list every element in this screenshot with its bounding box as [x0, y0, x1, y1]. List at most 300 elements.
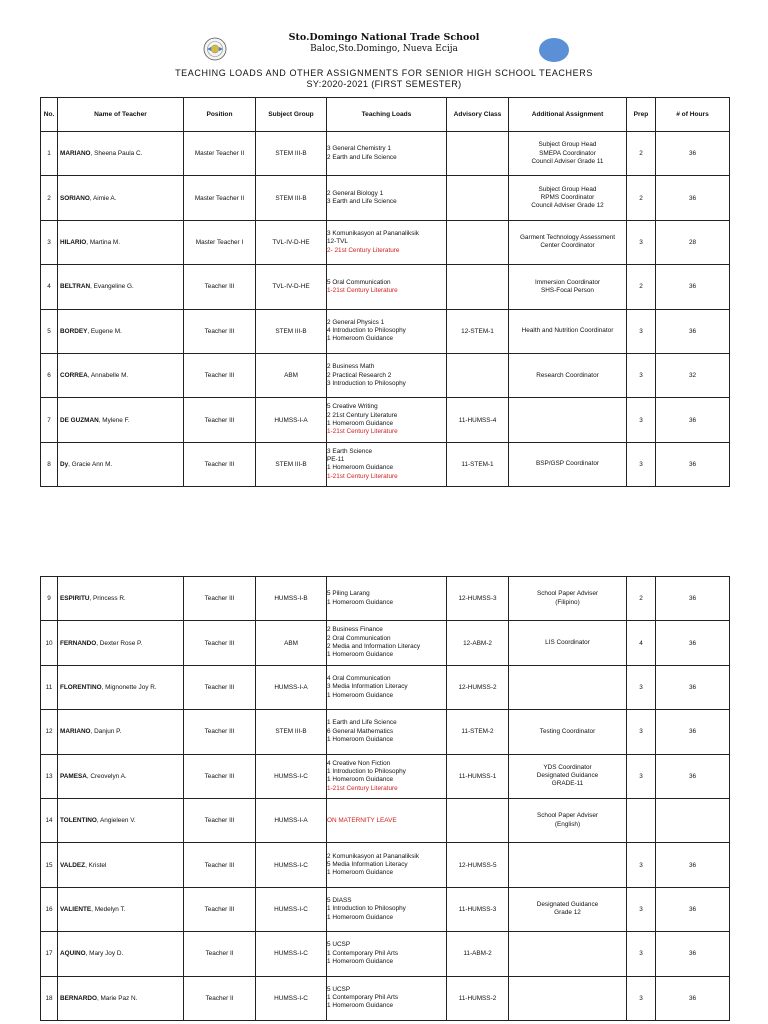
assignment-line: YDS Coordinator [543, 763, 592, 771]
teacher-first-name: , Mylene F. [98, 416, 130, 424]
assignment-line: SHS-Focal Person [541, 286, 594, 294]
cell-teaching-loads [327, 220, 447, 264]
assignment-line: SMEPA Coordinator [539, 149, 596, 157]
cell-hours: 36 [656, 665, 730, 709]
cell-teacher-name [58, 798, 184, 842]
teaching-load-line: 2 Business Finance [327, 626, 383, 634]
document-title: TEACHING LOADS AND OTHER ASSIGNMENTS FOR SENIOR HIGH SCHOOL TEACHERS [175, 68, 593, 78]
cell-prep: 2 [627, 132, 656, 176]
teaching-load-line: 2 Practical Research 2 [327, 371, 392, 379]
cell-prep: 3 [627, 309, 656, 353]
cell-teacher-name [58, 265, 184, 309]
teaching-load-line: 2 Oral Communication [327, 634, 391, 642]
teaching-load-line: 3 Earth Science [327, 447, 373, 455]
cell-no: 4 [41, 265, 58, 309]
cell-teacher-name [58, 442, 184, 486]
cell-teacher-name [58, 843, 184, 887]
cell-position: Teacher III [184, 798, 256, 842]
teaching-load-line: 5 DIASS [327, 896, 352, 904]
table-row [41, 265, 730, 309]
teacher-first-name: , Aimie A. [89, 194, 117, 202]
cell-advisory-class: 12-STEM-1 [447, 309, 509, 353]
cell-teaching-loads [327, 398, 447, 442]
cell-additional-assignment [509, 353, 627, 397]
col-header-name: Name of Teacher [58, 98, 184, 132]
cell-teacher-name [58, 932, 184, 976]
cell-teaching-loads [327, 932, 447, 976]
cell-advisory-class: 11-HUMSS-4 [447, 398, 509, 442]
cell-prep: 3 [627, 887, 656, 931]
teacher-last-name: DE GUZMAN [60, 416, 99, 424]
cell-no: 1 [41, 132, 58, 176]
assignment-line: Grade 12 [554, 909, 581, 917]
assignment-line: (Filipino) [555, 598, 580, 606]
table-row [41, 220, 730, 264]
table-row [41, 176, 730, 220]
cell-hours: 36 [656, 843, 730, 887]
teaching-load-line: 1 Homeroom Guidance [327, 651, 394, 659]
teaching-load-line: 1 Homeroom Guidance [327, 691, 394, 699]
cell-position: Teacher II [184, 976, 256, 1020]
teaching-load-line: 3 General Chemistry 1 [327, 145, 391, 153]
teacher-last-name: MARIANO [60, 150, 91, 158]
teacher-last-name: BERNARDO [60, 994, 97, 1002]
cell-teaching-loads [327, 265, 447, 309]
teaching-load-line: 2 General Biology 1 [327, 189, 384, 197]
school-address: Baloc,Sto.Domingo, Nueva Ecija [310, 44, 458, 54]
cell-additional-assignment [509, 398, 627, 442]
school-year: SY:2020-2021 (FIRST SEMESTER) [306, 79, 462, 89]
cell-advisory-class: 11-HUMSS-2 [447, 976, 509, 1020]
teacher-first-name: , Creovelyn A. [86, 772, 127, 780]
assignment-line: Garment Technology Assessment [519, 234, 616, 242]
cell-prep: 3 [627, 976, 656, 1020]
cell-hours: 36 [656, 577, 730, 621]
cell-advisory-class [447, 132, 509, 176]
teacher-first-name: , Sheena Paula C. [90, 150, 143, 158]
teaching-load-line: 1-21st Century Literature [327, 472, 398, 480]
cell-teaching-loads [327, 621, 447, 665]
cell-position: Teacher III [184, 621, 256, 665]
teacher-first-name: , Gracie Ann M. [68, 460, 113, 468]
cell-position: Teacher III [184, 265, 256, 309]
cell-subject-group: TVL-IV-D-HE [256, 265, 327, 309]
teaching-load-line: 1 Homeroom Guidance [327, 1002, 394, 1010]
cell-additional-assignment [509, 665, 627, 709]
cell-additional-assignment [509, 798, 627, 842]
cell-teacher-name [58, 710, 184, 754]
cell-additional-assignment [509, 932, 627, 976]
teaching-load-line: 2 21st Century Literature [327, 411, 398, 419]
teaching-load-line: 1 Homeroom Guidance [327, 736, 394, 744]
cell-no: 7 [41, 398, 58, 442]
teacher-first-name: , Medelyn T. [91, 905, 126, 913]
teacher-first-name: , Mignonette Joy R. [101, 683, 157, 691]
cell-prep: 3 [627, 220, 656, 264]
cell-position: Teacher III [184, 353, 256, 397]
assignment-line: Testing Coordinator [539, 727, 596, 735]
cell-teaching-loads [327, 710, 447, 754]
teacher-first-name: , Marie Paz N. [96, 994, 138, 1002]
teacher-last-name: PAMESA [60, 772, 87, 780]
teacher-last-name: BORDEY [60, 327, 88, 335]
cell-subject-group: HUMSS-I-B [256, 577, 327, 621]
teaching-load-line: 6 General Mathematics [327, 727, 394, 735]
cell-advisory-class: 11-ABM-2 [447, 932, 509, 976]
cell-prep: 4 [627, 621, 656, 665]
cell-teacher-name [58, 220, 184, 264]
col-header-prep: Prep [627, 98, 656, 132]
table-row [41, 976, 730, 1020]
assignment-line: School Paper Adviser [536, 590, 599, 598]
col-header-hours: # of Hours [656, 98, 730, 132]
cell-position: Teacher III [184, 887, 256, 931]
teacher-first-name: , Kristel [85, 861, 107, 869]
cell-teaching-loads [327, 176, 447, 220]
teaching-load-line: 12-TVL [327, 238, 348, 246]
teaching-load-line: 4 Creative Non Fiction [327, 759, 391, 767]
table-row [41, 132, 730, 176]
cell-prep: 3 [627, 843, 656, 887]
cell-teacher-name [58, 665, 184, 709]
teaching-load-line: 3 Media Information Literacy [327, 683, 408, 691]
cell-position: Teacher III [184, 398, 256, 442]
teaching-load-line: 5 UCSP [327, 985, 351, 993]
teaching-load-line: 1 Homeroom Guidance [327, 913, 394, 921]
school-name: Sto.Domingo National Trade School [288, 32, 480, 43]
col-header-no: No. [41, 98, 58, 132]
cell-subject-group: STEM III-B [256, 442, 327, 486]
teaching-load-line: 1 Homeroom Guidance [327, 869, 394, 877]
cell-subject-group: HUMSS-I-C [256, 843, 327, 887]
teacher-last-name: SORIANO [60, 194, 90, 202]
teaching-load-line: 4 Oral Communication [327, 675, 391, 683]
teaching-load-line: 3 Introduction to Philosophy [327, 379, 406, 387]
teaching-load-line: 1 Homeroom Guidance [327, 957, 394, 965]
table-row [41, 398, 730, 442]
teacher-last-name: Dy [60, 460, 69, 468]
teaching-load-line: 2 Earth and Life Science [327, 153, 397, 161]
cell-advisory-class [447, 265, 509, 309]
teaching-load-line: 5 Media Information Literacy [327, 860, 408, 868]
teaching-load-line: 2 Komunikasyon at Pananaliksik [327, 852, 420, 860]
cell-no: 17 [41, 932, 58, 976]
cell-hours: 36 [656, 176, 730, 220]
teaching-load-line: 5 Creative Writing [327, 403, 378, 411]
cell-advisory-class [447, 353, 509, 397]
table-body-page-2 [41, 577, 730, 1021]
cell-position: Master Teacher II [184, 176, 256, 220]
cell-advisory-class [447, 220, 509, 264]
cell-teacher-name [58, 398, 184, 442]
teacher-last-name: VALDEZ [60, 861, 86, 869]
cell-prep: 3 [627, 398, 656, 442]
cell-advisory-class: 12-HUMSS-5 [447, 843, 509, 887]
cell-additional-assignment [509, 577, 627, 621]
cell-teacher-name [58, 132, 184, 176]
cell-teaching-loads [327, 309, 447, 353]
assignment-line: School Paper Adviser [536, 812, 599, 820]
table-row [41, 577, 730, 621]
cell-hours: 36 [656, 265, 730, 309]
cell-teacher-name [58, 309, 184, 353]
cell-teaching-loads [327, 843, 447, 887]
cell-subject-group: STEM III-B [256, 176, 327, 220]
assignment-line: Health and Nutrition Coordinator [521, 327, 614, 335]
cell-no: 9 [41, 577, 58, 621]
cell-advisory-class: 12-HUMSS-3 [447, 577, 509, 621]
cell-subject-group: STEM III-B [256, 132, 327, 176]
teaching-load-line: 1 Homeroom Guidance [327, 420, 394, 428]
table-body-page-1 [41, 132, 730, 487]
teaching-load-line: 5 Oral Communication [327, 278, 391, 286]
teaching-load-line: 1 Homeroom Guidance [327, 335, 394, 343]
cell-position: Master Teacher I [184, 220, 256, 264]
cell-hours: 36 [656, 887, 730, 931]
teaching-load-line: PE-11 [327, 456, 345, 464]
cell-additional-assignment [509, 621, 627, 665]
table-row [41, 798, 730, 842]
teacher-last-name: ESPIRITU [60, 595, 90, 603]
cell-position: Teacher III [184, 843, 256, 887]
cell-no: 18 [41, 976, 58, 1020]
cell-teacher-name [58, 976, 184, 1020]
col-header-advisory-class: Advisory Class [447, 98, 509, 132]
cell-no: 3 [41, 220, 58, 264]
assignment-line: LIS Coordinator [545, 638, 590, 646]
cell-hours: 36 [656, 309, 730, 353]
cell-position: Teacher III [184, 442, 256, 486]
cell-additional-assignment [509, 220, 627, 264]
cell-subject-group: HUMSS-I-C [256, 754, 327, 798]
teacher-first-name: , Dexter Rose P. [96, 639, 143, 647]
cell-hours: 28 [656, 220, 730, 264]
teacher-last-name: BELTRAN [60, 283, 91, 291]
teaching-load-line: 3 Komunikasyon at Pananaliksik [327, 230, 420, 238]
cell-position: Teacher III [184, 577, 256, 621]
cell-teaching-loads [327, 976, 447, 1020]
assignment-line: Council Adviser Grade 11 [531, 157, 604, 165]
cell-hours: 36 [656, 442, 730, 486]
col-header-teaching-loads: Teaching Loads [327, 98, 447, 132]
cell-teaching-loads [327, 577, 447, 621]
cell-hours: 36 [656, 621, 730, 665]
teacher-first-name: , Annabelle M. [87, 372, 129, 380]
cell-prep: 2 [627, 265, 656, 309]
teacher-first-name: , Martina M. [86, 238, 121, 246]
col-header-position: Position [184, 98, 256, 132]
cell-subject-group: HUMSS-I-A [256, 665, 327, 709]
table-row [41, 932, 730, 976]
teacher-last-name: MARIANO [60, 728, 91, 736]
cell-teaching-loads [327, 887, 447, 931]
table-row [41, 353, 730, 397]
cell-no: 11 [41, 665, 58, 709]
teacher-first-name: , Eugene M. [87, 327, 122, 335]
teaching-load-line: 1 Introduction to Philosophy [327, 905, 406, 913]
table-row [41, 754, 730, 798]
cell-hours: 36 [656, 132, 730, 176]
table-row [41, 442, 730, 486]
cell-teaching-loads [327, 132, 447, 176]
teacher-last-name: AQUINO [60, 950, 86, 958]
cell-prep: 2 [627, 176, 656, 220]
assignment-line: GRADE-11 [551, 780, 584, 788]
cell-position: Master Teacher II [184, 132, 256, 176]
cell-teacher-name [58, 887, 184, 931]
cell-advisory-class: 12-ABM-2 [447, 621, 509, 665]
teaching-load-line: 5 Piling Larang [327, 590, 370, 598]
cell-no: 12 [41, 710, 58, 754]
cell-prep: 3 [627, 754, 656, 798]
teacher-last-name: VALIENTE [60, 905, 92, 913]
cell-teacher-name [58, 621, 184, 665]
teacher-first-name: , Danjun P. [90, 728, 122, 736]
cell-teaching-loads [327, 442, 447, 486]
cell-prep: 3 [627, 442, 656, 486]
cell-no: 10 [41, 621, 58, 665]
cell-teaching-loads [327, 353, 447, 397]
cell-subject-group: HUMSS-I-C [256, 932, 327, 976]
cell-position: Teacher III [184, 754, 256, 798]
assignment-line: BSP/GSP Coordinator [535, 460, 600, 468]
cell-position: Teacher III [184, 309, 256, 353]
assignment-line: Subject Group Head [538, 141, 597, 149]
assignment-line: Subject Group Head [538, 185, 597, 193]
cell-advisory-class: 11-HUMSS-1 [447, 754, 509, 798]
cell-additional-assignment [509, 309, 627, 353]
teaching-load-line: 3 Earth and Life Science [327, 198, 397, 206]
table-row [41, 710, 730, 754]
cell-no: 8 [41, 442, 58, 486]
cell-hours: 36 [656, 398, 730, 442]
cell-position: Teacher II [184, 932, 256, 976]
teaching-load-line: 4 Introduction to Philosophy [327, 327, 406, 335]
cell-subject-group: STEM III-B [256, 309, 327, 353]
cell-no: 14 [41, 798, 58, 842]
teaching-load-line: 1 Introduction to Philosophy [327, 767, 406, 775]
table-row [41, 887, 730, 931]
teaching-load-line: 1-21st Century Literature [327, 784, 398, 792]
assignment-line: Research Coordinator [536, 371, 599, 379]
table-row [41, 843, 730, 887]
teaching-load-line: 2 Business Math [327, 363, 375, 371]
teacher-last-name: FERNANDO [60, 639, 97, 647]
cell-no: 5 [41, 309, 58, 353]
teaching-load-line: ON MATERNITY LEAVE [327, 816, 397, 824]
cell-prep: 2 [627, 577, 656, 621]
cell-no: 13 [41, 754, 58, 798]
cell-additional-assignment [509, 887, 627, 931]
assignment-line: Designated Guidance [536, 901, 599, 909]
cell-prep: 3 [627, 710, 656, 754]
cell-additional-assignment [509, 132, 627, 176]
cell-subject-group: HUMSS-I-C [256, 887, 327, 931]
cell-prep: 3 [627, 353, 656, 397]
teaching-load-line: 2 Media and Information Literacy [327, 643, 421, 651]
table-row [41, 621, 730, 665]
teacher-last-name: FLORENTINO [60, 683, 102, 691]
teacher-first-name: , Evangeline G. [90, 283, 134, 291]
cell-hours: 36 [656, 976, 730, 1020]
teaching-load-line: 1 Contemporary Phil Arts [327, 949, 399, 957]
assignment-line: (English) [554, 820, 581, 828]
teaching-load-line: 1 Homeroom Guidance [327, 464, 394, 472]
assignment-line: Designated Guidance [536, 772, 599, 780]
assignment-line: Council Adviser Grade 12 [531, 202, 604, 210]
cell-subject-group: HUMSS-I-C [256, 976, 327, 1020]
teacher-first-name: , Mary Joy D. [85, 950, 124, 958]
teaching-load-line: 2 General Physics 1 [327, 318, 385, 326]
cell-additional-assignment [509, 976, 627, 1020]
cell-advisory-class: 11-STEM-2 [447, 710, 509, 754]
cell-additional-assignment [509, 176, 627, 220]
cell-prep [627, 798, 656, 842]
teaching-load-line: 1-21st Century Literature [327, 286, 398, 294]
cell-subject-group: STEM III-B [256, 710, 327, 754]
cell-teacher-name [58, 754, 184, 798]
teaching-load-line: 1 Contemporary Phil Arts [327, 994, 399, 1002]
teaching-load-line: 1-21st Century Literature [327, 428, 398, 436]
teaching-load-line: 1 Homeroom Guidance [327, 598, 394, 606]
cell-no: 2 [41, 176, 58, 220]
cell-no: 15 [41, 843, 58, 887]
teacher-last-name: HILARIO [60, 238, 87, 246]
cell-hours: 36 [656, 710, 730, 754]
cell-advisory-class [447, 176, 509, 220]
table-header-row [41, 98, 730, 132]
col-header-additional-assignment: Additional Assignment [509, 98, 627, 132]
teacher-last-name: CORREA [60, 372, 88, 380]
assignment-line: Immersion Coordinator [535, 278, 600, 286]
cell-hours [656, 798, 730, 842]
cell-teacher-name [58, 353, 184, 397]
col-header-subject-group: Subject Group [256, 98, 327, 132]
cell-teacher-name [58, 577, 184, 621]
cell-teaching-loads [327, 665, 447, 709]
teaching-load-line: 1 Earth and Life Science [327, 719, 397, 727]
cell-additional-assignment [509, 843, 627, 887]
teaching-load-line: 1 Homeroom Guidance [327, 776, 394, 784]
teacher-first-name: , Angieleen V. [96, 817, 136, 825]
cell-advisory-class: 11-STEM-1 [447, 442, 509, 486]
assignment-line: RPMS Coordinator [540, 193, 595, 201]
teacher-first-name: , Princess R. [89, 595, 126, 603]
assignment-line: Center Coordinator [540, 242, 595, 250]
cell-teacher-name [58, 176, 184, 220]
teaching-loads-table-page-1 [40, 97, 730, 487]
cell-subject-group: TVL-IV-D-HE [256, 220, 327, 264]
cell-hours: 36 [656, 932, 730, 976]
cell-additional-assignment [509, 754, 627, 798]
document-header [0, 0, 768, 96]
cell-hours: 36 [656, 754, 730, 798]
cell-subject-group: HUMSS-I-A [256, 798, 327, 842]
cell-prep: 3 [627, 665, 656, 709]
cell-subject-group: ABM [256, 353, 327, 397]
cell-subject-group: HUMSS-I-A [256, 398, 327, 442]
cell-teaching-loads [327, 754, 447, 798]
cell-prep: 3 [627, 932, 656, 976]
cell-no: 16 [41, 887, 58, 931]
cell-additional-assignment [509, 442, 627, 486]
table-row [41, 665, 730, 709]
cell-additional-assignment [509, 710, 627, 754]
cell-advisory-class: 11-HUMSS-3 [447, 887, 509, 931]
table-row [41, 309, 730, 353]
cell-position: Teacher III [184, 665, 256, 709]
teacher-last-name: TOLENTINO [60, 817, 97, 825]
